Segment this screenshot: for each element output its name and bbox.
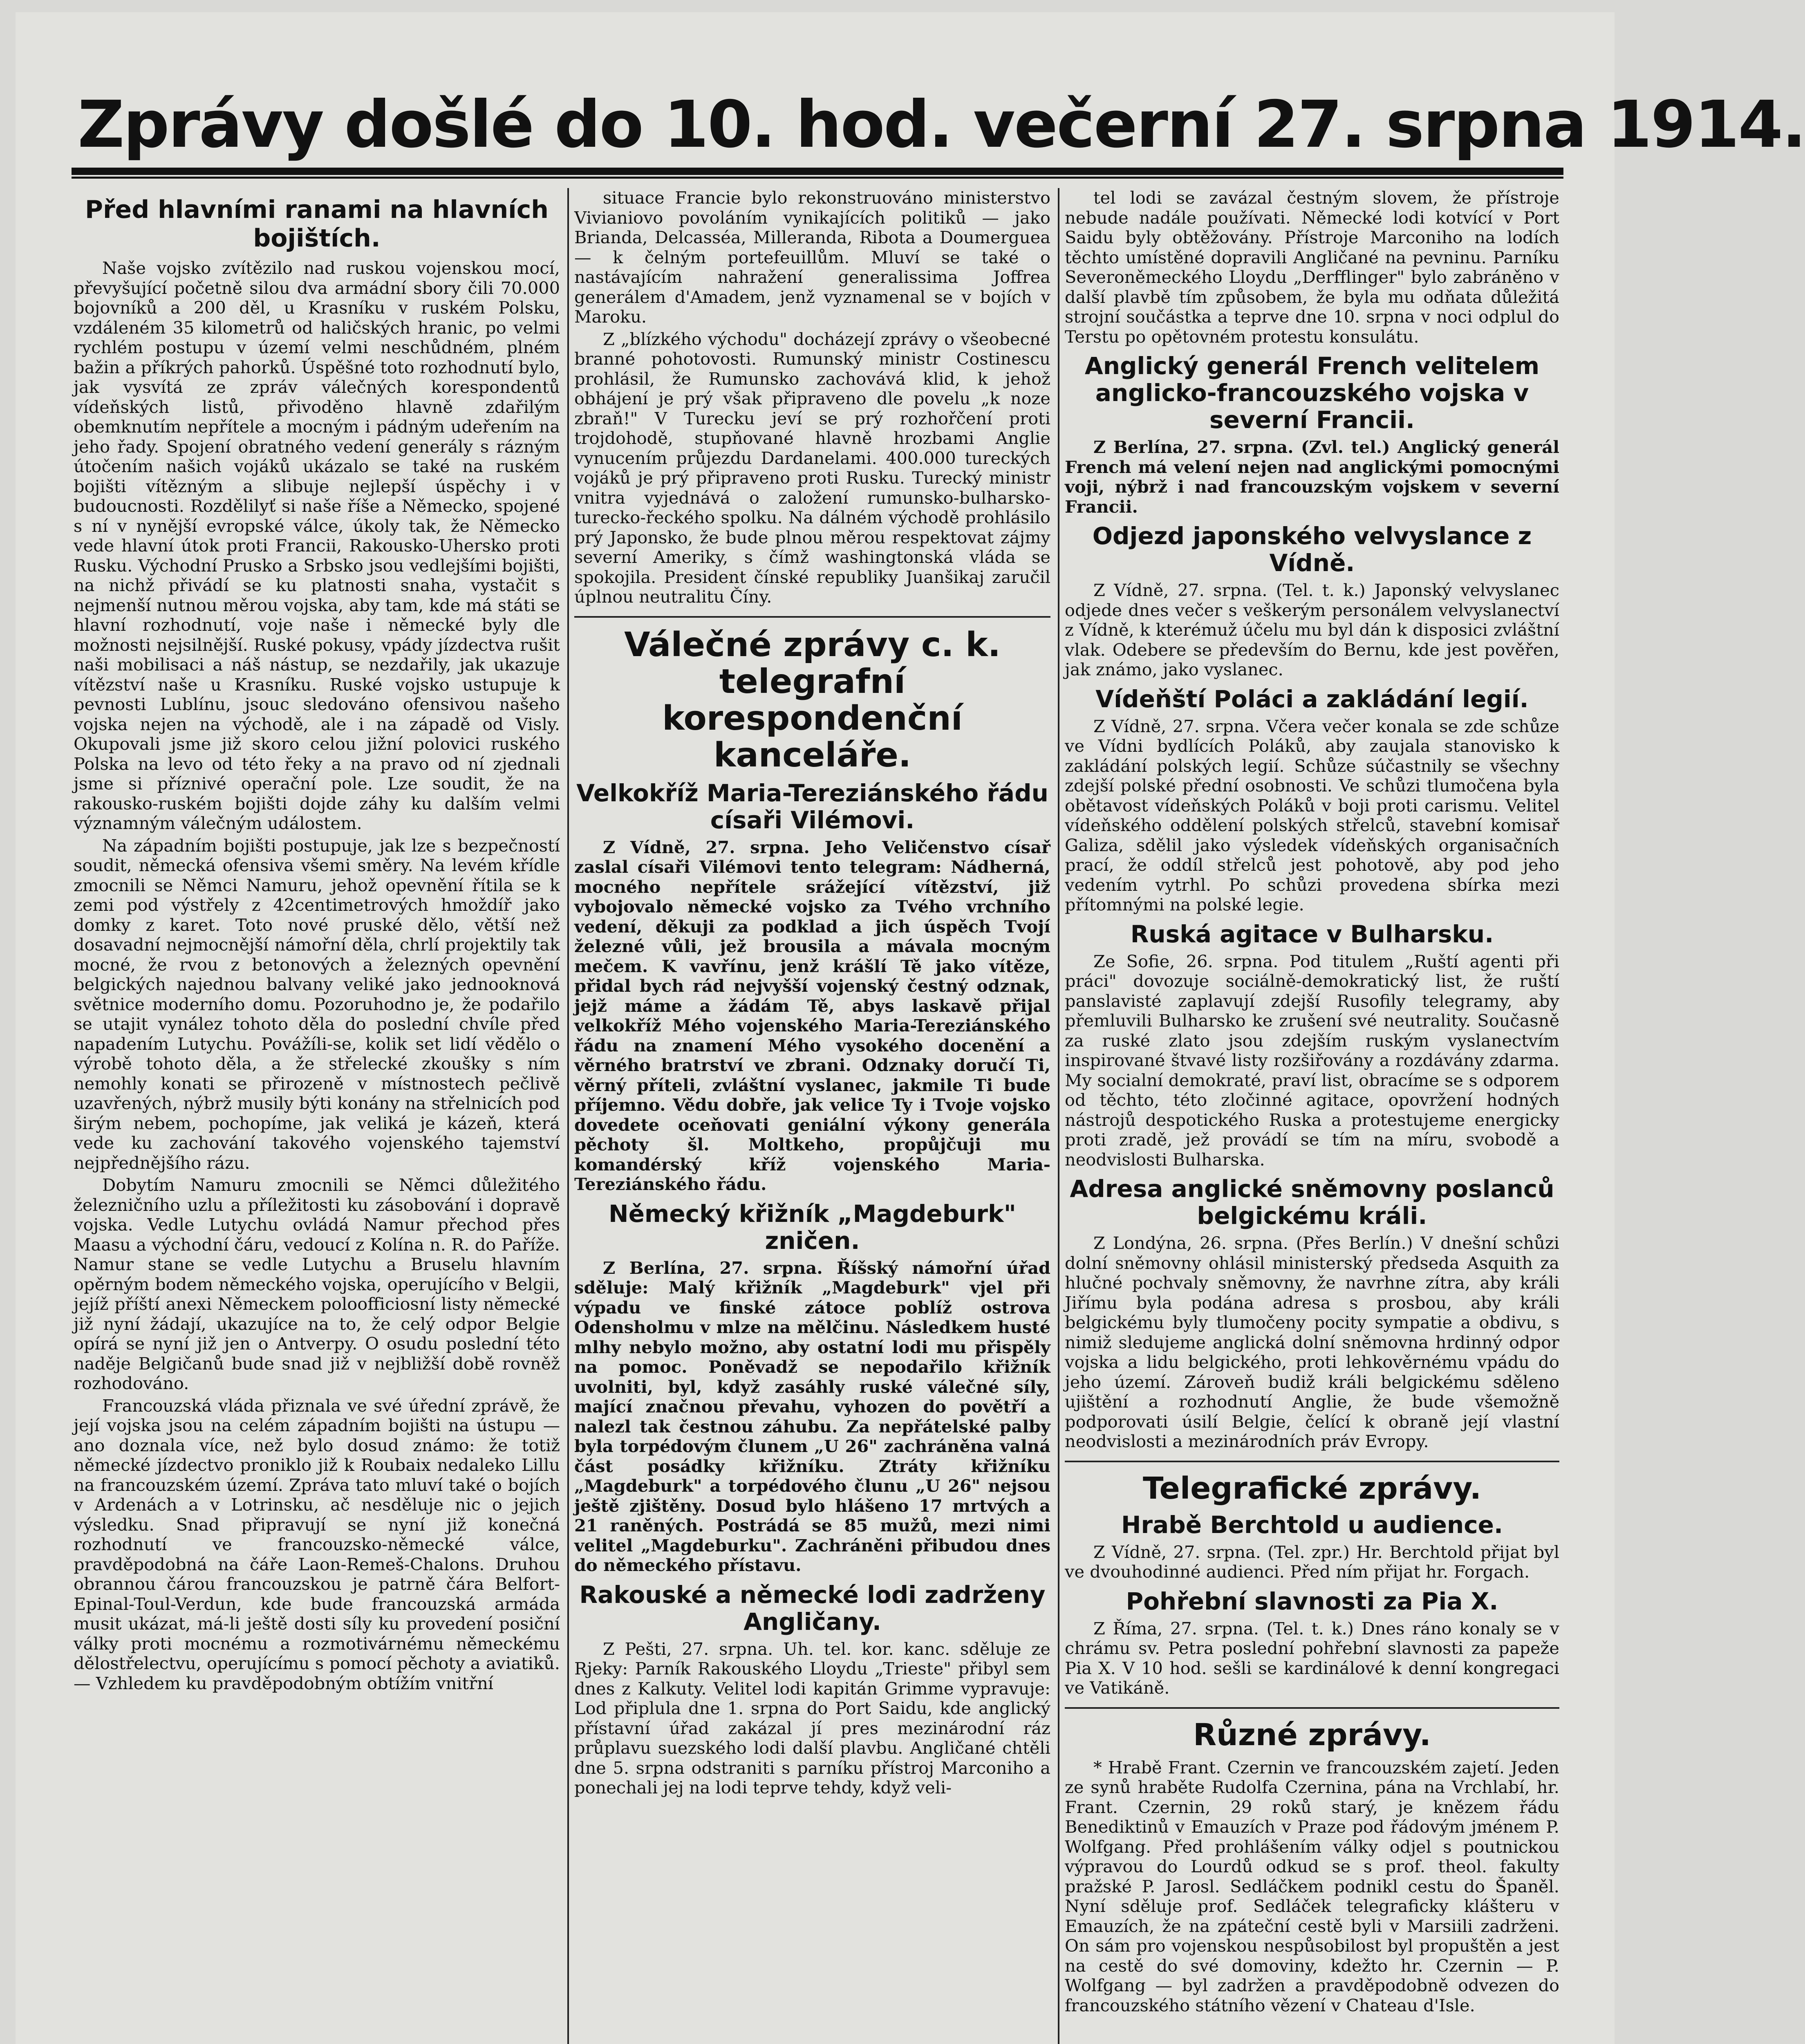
masthead-title: Zprávy došlé do 10. hod. večerní 27. srpna 1914. (78, 87, 1805, 162)
article-title: Před hlavními ranami na hlavních bojištích. (85, 195, 549, 253)
article-paragraph: Z Londýna, 26. srpna. (Přes Berlín.) V dnešní schůzi dolní sněmovny ohlásil ministerský předseda Asquith za hlučné pochvaly sněmovny, že navrhne zítra, aby králi Jiřímu byla podána adresa s prosbou, aby králi belgickému byly tlumočeny pocity sympatie a obdivu, s nimiž sledujeme anglická dolní sněmovna hrdinný odpor vojska a lidu belgického, proti lehkověrnému vpádu do jeho území. Zároveň budiž králi belgickému sděleno ujištění a rozhodnutí Anglie, že bude všemožně podporovati úsilí Belgie, čelící k obraně její vlastní neodvislosti a mezinárodních práv Evropy. (1065, 1233, 1559, 1451)
column-divider (567, 188, 569, 2044)
section-title: Různé zprávy. (1193, 1717, 1431, 1753)
article-paragraph: Z Říma, 27. srpna. (Tel. t. k.) Dnes ráno konaly se v chrámu sv. Petra poslední pohřební slavnosti za papeže Pia X. V 10 hod. sešli se kardinálové k denní kongregaci ve Vatikáně. (1065, 1618, 1559, 1698)
article-paragraph: Z Pešti, 27. srpna. Uh. tel. kor. kanc. sděluje ze Rjeky: Parník Rakouského Lloydu „Trieste" přibyl sem dnes z Kalkuty. Velitel lodi kapitán Grimme vypravuje: Lod připlula dne 1. srpna do Port Saidu, kde anglický přístavní úřad zakázal jí pres mezinárodní ráz průplavu suezského lodi další plavbu. Angličané chtěli dne 5. srpna odstraniti s parníku přístroj Marconiho a ponechali jej na lodi teprve tehdy, když veli- (574, 1638, 1050, 1797)
column-divider (1058, 188, 1059, 2044)
article-paragraph: situace Francie bylo rekonstruováno ministerstvo Vivianiovo povoláním vynikajících politiků — jako Brianda, Delcasséa, Milleranda, Ribota a Doumerguea — k čelným portefeuillům. Mluví se také o nastávajícím nahražení generalissima Joffrea generálem d'Amadem, jenž vyznamenal se v bojích v Maroku. (574, 188, 1050, 327)
column-2 (574, 188, 1050, 2044)
article-paragraph: * Hrabě Frant. Czernin ve francouzském zajetí. Jeden ze synů hraběte Rudolfa Czernina, pána na Vrchlabí, hr. Frant. Czernin, 29 roků starý, je knězem řádu Benediktinů v Emauzích v Praze pod řádovým jménem P. Wolfgang. Před prohlášením války odjel s poutnickou výpravou do Lourdů odkud se s prof. theol. fakulty pražské P. Jarosl. Sedláčkem podnikl cestu do Španěl. Nyní sděluje prof. Sedláček telegraficky klášteru v Emauzích, že na zpáteční cestě byli v Marsiili zadrženi. On sám pro vojenskou nespůsobilost byl propuštěn a jest na cestě do své domoviny, kdežto hr. Czernin — P. Wolfgang — byl zadržen a pravděpodobně odvezen do francouzského státního vězení v Chateau d'Isle. (1065, 1757, 1559, 2015)
article-title: Anglický generál French velitelem anglicko-francouzského vojska v severní Francii. (1084, 352, 1540, 434)
article-paragraph: Dobytím Namuru zmocnili se Němci důležitého železničního uzlu a příležitosti ku zásobování i dopravě vojska. Vedle Lutychu ovládá Namur přechod přes Maasu a východní čáru, vedoucí z Kolína n. R. do Paříže. Namur stane se vedle Lutychu a Bruselu hlavním opěrným bodem německého vojska, operujícího v Belgii, jejíž příští anexi Německem poloofficiosní listy německé již nyní žádají, ukazujíce na to, že celý odpor Belgie opírá se nyní již jen o Antverpy. O osudu poslední této naděje Belgičanů bude snad již v nejbližší době rovněž rozhodováno. (74, 1175, 560, 1393)
section-title: Telegrafické zprávy. (1143, 1470, 1481, 1506)
article-paragraph: Naše vojsko zvítězilo nad ruskou vojenskou mocí, převyšující početně silou dva armádní sbory čili 70.000 bojovníků a 200 děl, u Krasníku v ruském Polsku, vzdáleném 35 kilometrů od haličských hranic, po velmi rychlém postupu v území velmi neschůdném, plném bažin a příkrých pahorků. Úspěšné toto rozhodnutí bylo, jak vysvítá ze zpráv válečných korespondentů vídeňských listů, přivoděno hlavně zdařilým obemknutím nepřítele a mocným i pádným udeřením na jeho řady. Spojení obratného vedení generály s rázným útočením našich vojáků ukázalo se také na ruském bojišti vítězným a slibuje nejlepší úspěchy i v budoucnosti. Rozdělilyť si naše říše a Německo, spojené s ní v nynější evropské válce, úkoly tak, že Německo vede hlavní útok proti Francii, Rakousko-Uhersko proti Rusku. Východní Prusko a Srbsko jsou vedlejšími bojišti, na nichž přivádí se ku platnosti snaha, vystačit s nejmenší nutnou měrou vojska, aby tam, kde má státi se hlavní rozhodnutí, voje naše i německé byly dle možnosti nejsilnější. Ruské pokusy, vpády jízdectva rušit naši mobilisaci a náš nástup, se nezdařily, jak ukazuje vítězství naše u Krasníku. Ruské vojsko ustupuje k pevnosti Lublínu, jsouc sledováno ofensivou našeho vojska nejen na východě, ale i na západě od Visly. Okupovali jsme již skoro celou jižní polovici ruského Polska na levo od této řeky a na pravo od ní zjednali jsme si příznivé operační pole. Lze soudit, že na rakousko-ruském bojišti dojde záhy ku dalším velmi významným válečným událostem. (74, 258, 560, 833)
article-paragraph: Z Vídně, 27. srpna. Jeho Veličenstvo císař zaslal císaři Vilémovi tento telegram: Nádherná, mocného nepřítele srážející vítězství, již vybojovalo německé vojsko za Tvého vrchního vedení, děkuji za podklad a jich úspěch Tvojí železné vůli, jež brousila a mávala mocným mečem. K vavřínu, jenž krášlí Tě jako vítěze, přidal bych rád nejvyšší vojenský čestný odznak, jejž máme a žádám Tě, abys laskavě přijal velkokříž Mého vojenského Maria-Tereziánského řádu na znamení Mého vysokého docenění a věrného bratrství ve zbrani. Odznaky doručí Ti, věrný příteli, zvláštní vyslanec, jakmile Ti bude příjemno. Vědu dobře, jak velice Ty i Tvoje vojsko dovedete oceňovati geniální výkony generála pěchoty šl. Moltkeho, propůjčuji mu komandérský kříž vojenského Maria-Tereziánského řádu. (574, 837, 1050, 1194)
section-rule (574, 616, 1050, 618)
article-title: Velkokříž Maria-Tereziánského řádu císaři Vilémovi. (576, 779, 1048, 834)
article-paragraph: Z Vídně, 27. srpna. (Tel. t. k.) Japonský velvyslanec odjede dnes večer s veškerým personálem velvyslanectví z Vídně, k kterémuž účelu mu byl dán k disposici zvláštní vlak. Odebere se především do Bernu, kde jest pověřen, jak známo, jako vyslanec. (1065, 580, 1559, 679)
article-title: Německý křižník „Magdeburk" zničen. (609, 1199, 1016, 1255)
article-paragraph: Na západním bojišti postupuje, jak lze s bezpečností soudit, německá ofensiva všemi směry. Na levém křídle zmocnili se Němci Namuru, jehož opevnění řítila se k zemi pod výstřely z 42centimetrových hmoždíř jako domky z karet. Toto nové pruské dělo, větší než dosavadní nejmocnější námořní děla, chrlí projektily tak mocné, že rvou z betonových a železných opevnění belgických najednou balvany veliké jako jednooknová světnice moderního domu. Pozoruhodno je, že podařilo se utajit vynález tohoto děla do poslední chvíle před napadením Lutychu. Povážíli-se, kolik set lidí vědělo o výrobě tohoto děla, a že střelecké zkoušky s ním nemohly konati se přirozeně v místnostech pečlivě uzavřených, nýbrž musily býti konány na střelnicích pod širým nebem, pochopíme, jak veliká je kázeň, která vede ku zachování takového vojenského tajemství nejpřednějšího rázu. (74, 835, 560, 1173)
column-3 (1065, 188, 1559, 2044)
article-title: Odjezd japonského velvyslance z Vídně. (1092, 522, 1532, 577)
article-title: Rakouské a německé lodi zadrženy Angličany. (579, 1580, 1046, 1636)
masthead-rule (72, 168, 1563, 175)
article-paragraph: Ze Sofie, 26. srpna. Pod titulem „Ruští agenti při práci" dovozuje sociálně-demokratický list, že ruští panslavisté zaplavují zdejší Rusofily telegramy, aby přemluvili Bulharsko ke zrušení své neutrality. Současně za ruské zlato jsou zdejším ruským vyslanectvím inspirované štvavé listy rozšiřovány a rozdávány zdarma. My socialní demokraté, praví list, obracíme se s odporem od těchto, této zločinné agitace, opovržení hodných nástrojů despotického Ruska a protestujeme energicky proti zradě, jež provádí se tím na míru, svobodě a neodvislosti Bulharska. (1065, 951, 1559, 1170)
article-title: Vídeňští Poláci a zakládání legií. (1095, 685, 1529, 713)
article-title: Adresa anglické sněmovny poslanců belgickému králi. (1070, 1175, 1554, 1230)
article-title: Hrabě Berchtold u audience. (1121, 1511, 1503, 1539)
section-rule (1065, 1461, 1559, 1462)
article-title: Pohřební slavnosti za Pia X. (1126, 1587, 1498, 1615)
article-paragraph: Z Vídně, 27. srpna. (Tel. zpr.) Hr. Berchtold přijat byl ve dvouhodinné audienci. Před ním přijat hr. Forgach. (1065, 1542, 1559, 1582)
article-title: Ruská agitace v Bulharsku. (1130, 920, 1494, 948)
column-1 (74, 188, 560, 2044)
section-rule (1065, 1707, 1559, 1709)
article-paragraph: Z Berlína, 27. srpna. Říšský námořní úřad sděluje: Malý křižník „Magdeburk" vjel při výpadu ve finské zátoce poblíž ostrova Odensholmu v mlze na mělčinu. Následkem husté mlhy nebylo možno, aby ostatní lodi mu přispěly na pomoc. Poněvadž se nepodařilo křižník uvolniti, byl, když zasáhly ruské válečné síly, mající značnou převahu, vyhozen do povětří a nalezl tak čestnou záhubu. Za nepřátelské palby byla torpédovým člunem „U 26" zachráněna valná část posádky křižníku. Ztráty křižníku „Magdeburk" a torpédového člunu „U 26" nejsou ještě zjištěny. Dosud bylo hlášeno 17 mrtvých a 21 raněných. Postrádá se 85 mužů, mezi nimi velitel „Magdeburku". Zachráněni přibudou dnes do německého přístavu. (574, 1257, 1050, 1575)
article-paragraph: Francouzská vláda přiznala ve své úřední zprávě, že její vojska jsou na celém západním bojišti na ústupu — ano doznala více, než bylo dosud známo: že totiž německé jízdectvo proniklo již k Roubaix nedaleko Lillu na francouzském území. Zpráva tato mluví také o bojích v Ardenách a v Lotrinsku, ač nesděluje nic o jejich výsledku. Snad připravují se nyní již konečná rozhodnutí ve francouzsko-německé válce, pravděpodobná na čáře Laon-Remeš-Chalons. Druhou obrannou čárou francouzskou je patrně čára Belfort-Epinal-Toul-Verdun, kde bude francouzská armáda musit ukázat, má-li ještě dosti síly ku provedení posiční války proti mocnému a rozmotivárnému německému dělostřelectvu, operujícímu s pomocí pěchoty a aviatiků. — Vzhledem ku pravděpodobným obtížím vnitřní (74, 1395, 560, 1693)
article-paragraph: Z „blízkého východu" docházejí zprávy o všeobecné branné pohotovosti. Rumunský ministr Costinescu prohlásil, že Rumunsko zachovává klid, k jehož obhájení je prý však připraveno dle povelu „k noze zbraň!" V Turecku jeví se prý rozhořčení proti trojdohodě, stupňované hlavně hrozbami Anglie vynucením průjezdu Dardanelami. 400.000 tureckých vojáků je prý připraveno proti Rusku. Turecký ministr vnitra vyjednává o založení rumunsko-bulharsko-turecko-řeckého spolku. Na dálném východě prohlásilo prý Japonsko, že bude plnou měrou respektovat zájmy severní Ameriky, s čímž washingtonská vláda se spokojila. President čínské republiky Juanšikaj zaručil úplnou neutralitu Číny. (574, 329, 1050, 607)
article-paragraph: tel lodi se zavázal čestným slovem, že přístroje nebude nadále používati. Německé lodi kotvící v Port Saidu byly obtěžovány. Přístroje Marconiho na lodích těchto umístěné dopravili Angličané na pevninu. Parníku Severoněmeckého Lloydu „Derfflinger" bylo zabráněno v další plavbě tím způsobem, že byla mu odňata důležitá strojní součástka a teprve dne 10. srpna v noci odplul do Terstu po opětovném protestu konsulátu. (1065, 188, 1559, 347)
article-paragraph: Z Berlína, 27. srpna. (Zvl. tel.) Anglický generál French má velení nejen nad anglickými pomocnými voji, nýbrž i nad francouzským vojskem v severní Francii. (1065, 437, 1559, 517)
section-title: Válečné zprávy c. k. telegrafní korespondenční kanceláře. (624, 625, 1001, 775)
masthead-rule-thin (72, 177, 1563, 179)
article-paragraph: Z Vídně, 27. srpna. Včera večer konala se zde schůze ve Vídni bydlících Poláků, aby zaujala stanovisko k zakládání polských legií. Schůze súčastnily se všechny zdejší polské přední osobnosti. Ve schůzi tlumočena byla obětavost vídeňských Poláků v boji proti carismu. Velitel vídeňského oddělení polských střelců, stavební komisař Galiza, sdělil jako výsledek vídeňských organisačních prací, že oddíl střelců jest pohotově, aby pod jeho vedením vytrhl. Po schůzi provedena sbírka mezi přítomnými na polské legie. (1065, 716, 1559, 914)
